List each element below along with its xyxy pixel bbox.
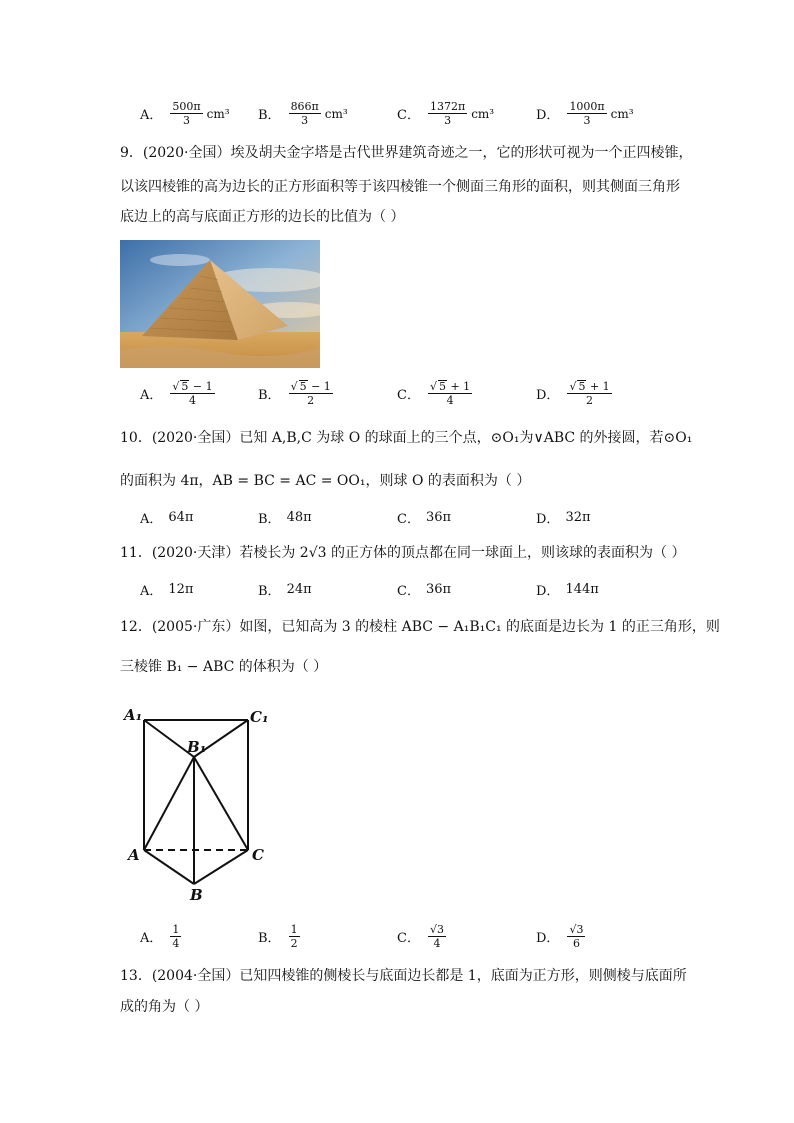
q12-option-b: B． $\frac{1}{2}$ xyxy=(258,923,298,950)
label-b1: B₁ xyxy=(187,738,207,756)
fraction: $\frac{√ 5 - 1}{2}$ xyxy=(290,380,331,407)
label-a: A xyxy=(128,846,140,864)
q11-option-c: C． 36π xyxy=(397,582,452,599)
q13-stem-line2: 成的角为（ ） xyxy=(120,999,209,1015)
q9-stem-line2: 以该四棱锥的高为边长的正方形面积等于该四棱锥一个侧面三角形的面积，则其侧面三角形 xyxy=(120,179,680,195)
q13-stem-line1: 13．(2004·全国）已知四棱锥的侧棱长与底面边长都是 1，底面为正方形，则侧棱与底面所 xyxy=(120,968,687,984)
q8-option-c: C． $\frac{1372\pi}{3}$ cm³ xyxy=(397,100,495,127)
label-c1: C₁ xyxy=(250,708,269,726)
fraction: $\frac{1}{2}$ xyxy=(290,923,298,950)
fraction: $\frac{1000\pi}{3}$ xyxy=(569,100,605,127)
label-b: B xyxy=(190,886,203,904)
q11-option-b: B． 24π xyxy=(258,582,312,599)
q10-option-c: C． 36π xyxy=(397,510,452,527)
fraction: $\frac{√ 5 - 1}{4}$ xyxy=(172,380,213,407)
fraction: $\frac{1}{4}$ xyxy=(172,923,180,950)
q9-option-b: B． $\frac{√ 5 - 1}{2}$ xyxy=(258,380,331,407)
q10-option-d: D． 32π xyxy=(536,510,591,527)
prism-figure xyxy=(118,700,278,914)
fraction: $\frac{√ 5 + 1}{4}$ xyxy=(429,380,471,407)
q9-option-d: D． $\frac{√ 5 + 1}{2}$ xyxy=(536,380,610,407)
q10-stem-line2: 的面积为 4π，AB = BC = AC = OO₁，则球 O 的表面积为（ ） xyxy=(120,473,531,489)
q11-option-a: A． 12π xyxy=(140,582,194,599)
fraction: $\frac{866\pi}{3}$ xyxy=(290,100,319,127)
q12-option-d: D． $\frac{√3}{6}$ xyxy=(536,923,584,950)
q12-stem-line2: 三棱锥 B₁ − ABC 的体积为（ ） xyxy=(120,659,328,675)
fraction: $\frac{√3}{4}$ xyxy=(429,923,444,950)
fraction: $\frac{√3}{6}$ xyxy=(569,923,584,950)
label-a1: A₁ xyxy=(124,706,143,724)
q12-stem-line1: 12．(2005·广东）如图，已知高为 3 的棱柱 ABC − A₁B₁C₁ 的底面是边长为 1 的正三角形，则 xyxy=(120,619,720,635)
q9-stem-line1: 9．(2020·全国）埃及胡夫金字塔是古代世界建筑奇迹之一，它的形状可视为一个正四棱锥， xyxy=(120,145,693,161)
pyramid-photo xyxy=(120,240,320,368)
label-c: C xyxy=(252,846,264,864)
fraction: $\frac{500\pi}{3}$ xyxy=(172,100,201,127)
q8-option-d: D． $\frac{1000\pi}{3}$ cm³ xyxy=(536,100,634,127)
q9-option-a: A． $\frac{√ 5 - 1}{4}$ xyxy=(140,380,213,407)
q11-stem-line1: 11．(2020·天津）若棱长为 2√3 的正方体的顶点都在同一球面上，则该球的表面积为（ ） xyxy=(120,545,686,561)
q12-option-c: C． $\frac{√3}{4}$ xyxy=(397,923,444,950)
fraction: $\frac{1372\pi}{3}$ xyxy=(429,100,466,127)
q8-option-a: A． $\frac{500\pi}{3}$ cm³ xyxy=(140,100,230,127)
q9-option-c: C． $\frac{√ 5 + 1}{4}$ xyxy=(397,380,471,407)
q10-stem-line1: 10．(2020·全国）已知 A,B,C 为球 O 的球面上的三个点，⊙O₁为∨ABC 的外接圆，若⊙O₁ xyxy=(120,430,693,446)
q10-option-a: A． 64π xyxy=(140,510,194,527)
fraction: $\frac{√ 5 + 1}{2}$ xyxy=(569,380,610,407)
q11-option-d: D． 144π xyxy=(536,582,599,599)
q12-option-a: A． $\frac{1}{4}$ xyxy=(140,923,180,950)
q9-stem-line3: 底边上的高与底面正方形的边长的比值为（ ） xyxy=(120,209,405,225)
q8-option-b: B． $\frac{866\pi}{3}$ cm³ xyxy=(258,100,348,127)
q10-option-b: B． 48π xyxy=(258,510,312,527)
